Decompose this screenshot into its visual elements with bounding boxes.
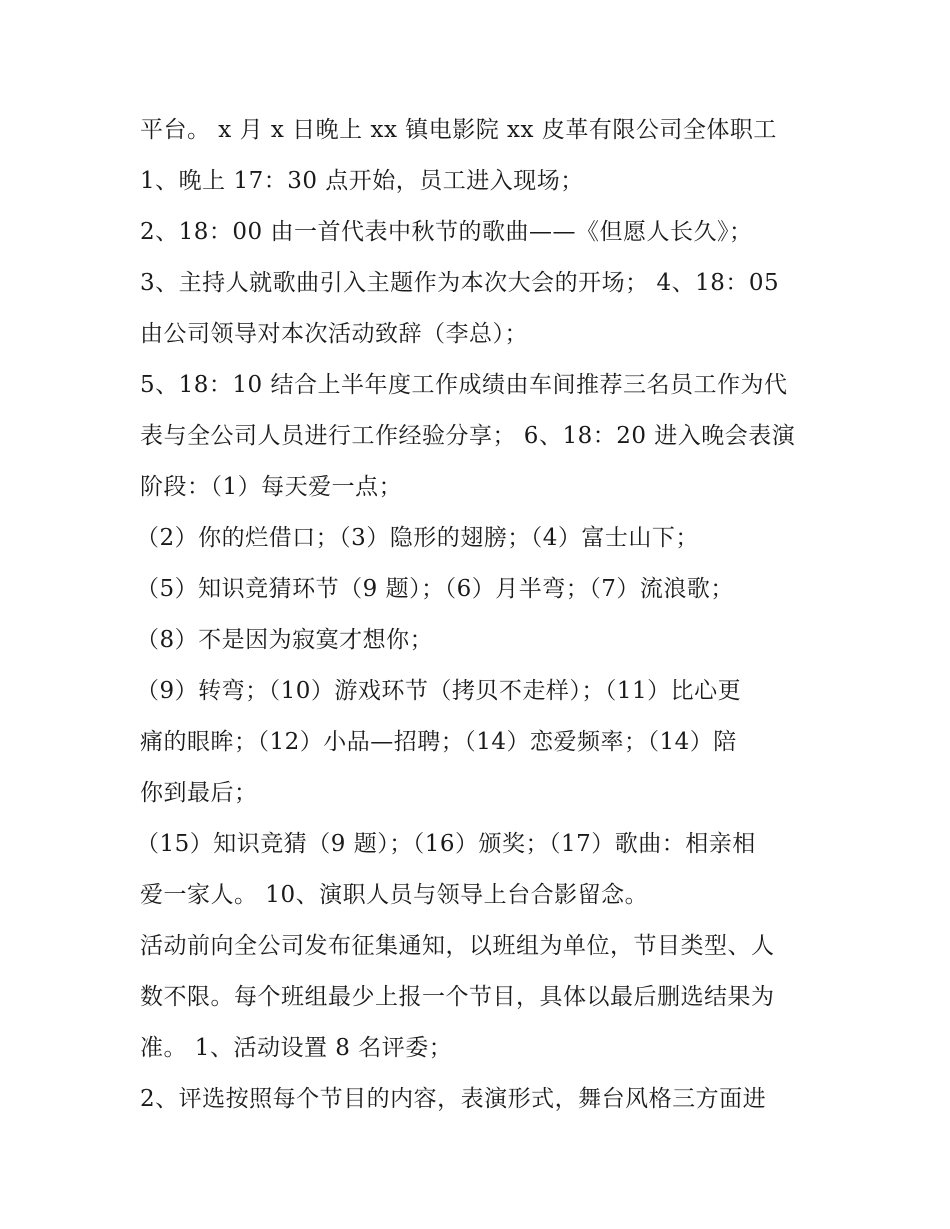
text-line: 5、18：10 结合上半年度工作成绩由车间推荐三名员工作为代 — [140, 372, 788, 398]
text-line: 活动前向全公司发布征集通知，以班组为单位，节目类型、人 — [140, 933, 775, 959]
text-line: 数不限。每个班组最少上报一个节目，具体以最后删选结果为 — [140, 984, 775, 1010]
text-line: 平台。 x 月 x 日晚上 xx 镇电影院 xx 皮革有限公司全体职工 — [140, 117, 777, 143]
text-line: （2）你的烂借口；（3）隐形的翅膀；（4）富士山下； — [136, 525, 699, 551]
text-line: 痛的眼眸；（12）小品—招聘；（14）恋爱频率；（14）陪 — [140, 729, 737, 755]
text-line: 表与全公司人员进行工作经验分享； 6、18：20 进入晚会表演 — [140, 423, 796, 449]
text-line: 由公司领导对本次活动致辞（李总）； — [140, 321, 528, 347]
text-line: （8）不是因为寂寞才想你； — [136, 627, 434, 653]
text-line: （9）转弯；（10）游戏环节（拷贝不走样）；（11）比心更 — [136, 678, 742, 704]
text-line: 准。 1、活动设置 8 名评委； — [140, 1035, 453, 1061]
text-line: 爱一家人。 10、演职人员与领导上台合影留念。 — [140, 882, 649, 908]
text-line: （5）知识竞猜环节（9 题）；（6）月半弯；（7）流浪歌； — [136, 576, 734, 602]
text-line: 阶段：（1）每天爱一点； — [140, 474, 403, 500]
text-line: （15）知识竞猜（9 题）；（16）颁奖；（17）歌曲：相亲相 — [136, 831, 756, 857]
text-line: 你到最后； — [140, 780, 258, 806]
text-line: 1、晚上 17：30 点开始，员工进入现场； — [140, 168, 584, 194]
text-line: 2、评选按照每个节目的内容，表演形式，舞台风格三方面进 — [140, 1086, 767, 1112]
text-line: 2、18：00 由一首代表中秋节的歌曲——《但愿人长久》； — [140, 219, 753, 245]
document-body — [136, 105, 820, 1125]
text-line: 3、主持人就歌曲引入主题作为本次大会的开场； 4、18：05 — [140, 270, 780, 296]
